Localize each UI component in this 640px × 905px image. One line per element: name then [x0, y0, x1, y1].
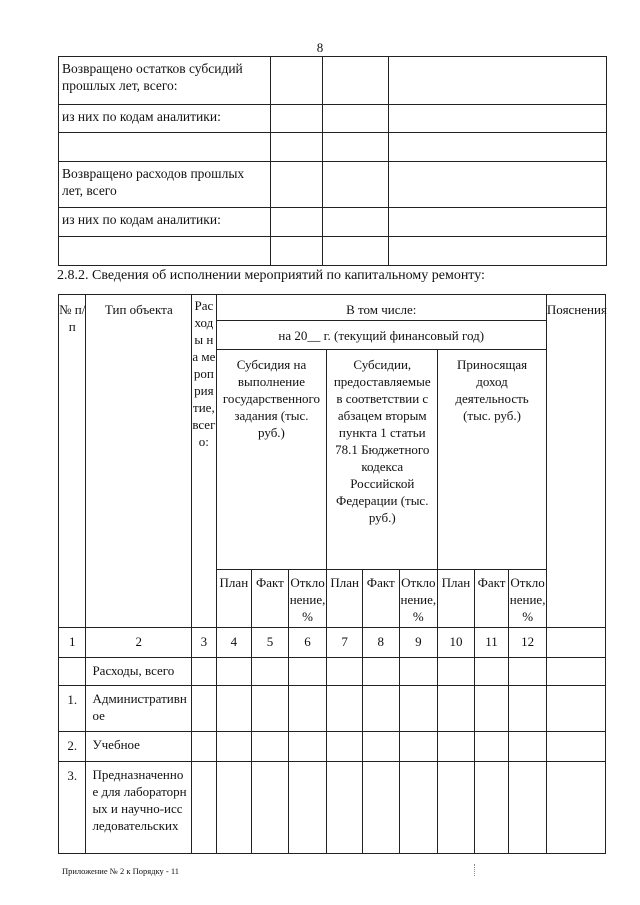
column-number: 9: [399, 628, 438, 658]
column-number: 5: [252, 628, 289, 658]
table-row: [59, 732, 606, 762]
footer-note: Приложение № 2 к Порядку - 11: [62, 866, 180, 876]
column-numbers-row: [59, 628, 606, 658]
table-row: [59, 57, 607, 105]
table-row: [59, 237, 607, 266]
header-group-state-task: Субсидия на выполнение государственного задания (тыс. руб.): [216, 350, 327, 570]
header-num: № п/п: [59, 295, 86, 628]
column-number: 2: [86, 628, 192, 658]
section-heading: 2.8.2. Сведения об исполнении мероприятий по капитальному ремонту:: [57, 268, 485, 283]
table-row: [59, 762, 606, 854]
column-number: 12: [509, 628, 547, 658]
row-number: 2.: [59, 732, 86, 762]
header-group-subsidies: Субсидии, предоставляемые в соответствии с абзацем вторым пункта 1 статьи 78.1 Бюджетного кодекса Российской Федерации (тыс. руб.): [327, 350, 438, 570]
header-deviation: Отклонение, %: [399, 570, 438, 628]
table-row: [59, 133, 607, 162]
row-label: из них по кодам аналитики:: [59, 208, 271, 237]
row-label: Возвращено остатков субсидий прошлых лет, всего:: [59, 57, 271, 105]
margin-mark: [474, 864, 476, 876]
row-label: Административное: [86, 686, 192, 732]
column-number: 6: [288, 628, 327, 658]
column-number: 11: [474, 628, 509, 658]
table-row: [59, 686, 606, 732]
table-row: [59, 658, 606, 686]
column-number: 3: [192, 628, 216, 658]
header-fact: Факт: [474, 570, 509, 628]
table-row: [59, 105, 607, 133]
header-including: В том числе:: [216, 295, 546, 321]
row-label: из них по кодам аналитики:: [59, 105, 271, 133]
returned-funds-table: [58, 56, 607, 266]
header-row: [59, 295, 606, 321]
row-label: Учебное: [86, 732, 192, 762]
header-fact: Факт: [252, 570, 289, 628]
header-plan: План: [438, 570, 475, 628]
header-deviation: Отклонение, %: [288, 570, 327, 628]
table-row: [59, 208, 607, 237]
column-number: 4: [216, 628, 252, 658]
header-fact: Факт: [362, 570, 399, 628]
header-explanation: Пояснения: [546, 295, 605, 628]
table-row: [59, 162, 607, 208]
row-label: [59, 133, 271, 162]
column-number: 7: [327, 628, 363, 658]
row-label: [59, 237, 271, 266]
column-number: 1: [59, 628, 86, 658]
header-object-type: Тип объекта: [86, 295, 192, 628]
row-number: [59, 658, 86, 686]
header-year: на 20__ г. (текущий финансовый год): [216, 321, 546, 350]
row-label: Возвращено расходов прошлых лет, всего: [59, 162, 271, 208]
header-deviation: Отклонение, %: [509, 570, 547, 628]
row-label: Расходы, всего: [86, 658, 192, 686]
row-label: Предназначенное для лабораторных и научно-исследовательских: [86, 762, 192, 854]
header-plan: План: [327, 570, 363, 628]
header-plan: План: [216, 570, 252, 628]
header-expenses-total: Расходы на мероприятие, всего:: [192, 295, 216, 628]
row-number: 1.: [59, 686, 86, 732]
column-number: 8: [362, 628, 399, 658]
header-group-income: Приносящая доход деятельность (тыс. руб.): [438, 350, 547, 570]
row-number: 3.: [59, 762, 86, 854]
capital-repair-table: [58, 294, 606, 854]
column-number: 10: [438, 628, 475, 658]
page-number: 8: [316, 40, 324, 55]
